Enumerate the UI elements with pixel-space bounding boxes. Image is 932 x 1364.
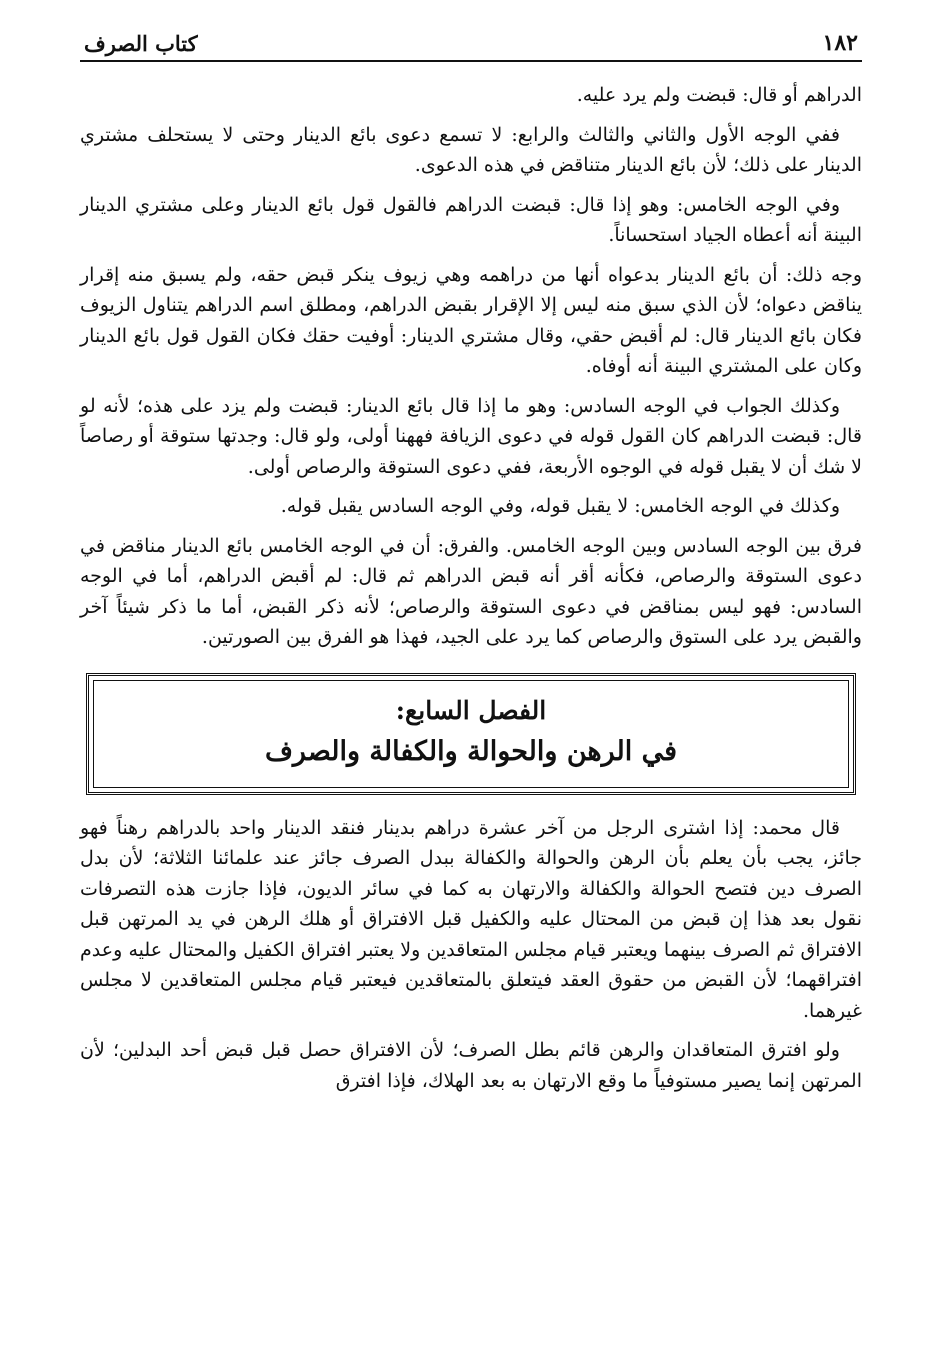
chapter-title: الفصل السابع:	[395, 695, 547, 725]
chapter-subtitle: في الرهن والحوالة والكفالة والصرف	[264, 735, 678, 767]
paragraph: وكذلك في الوجه الخامس: لا يقبل قوله، وفي الوجه السادس يقبل قوله.	[280, 495, 840, 517]
paragraph: الدراهم أو قال: قبضت ولم يرد عليه.	[576, 84, 862, 106]
paragraph: ففي الوجه الأول والثاني والثالث والرابع: لا تسمع دعوى بائع الدينار وحتى لا يستحلف مشتري الدينار على ذلك؛ لأن بائع الدينار متناقض في هذه الدعوى.	[80, 123, 862, 176]
page-number: ١٨٢	[822, 30, 858, 56]
running-header	[80, 22, 862, 62]
book-page	[80, 22, 862, 1105]
paragraph: وفي الوجه الخامس: وهو إذا قال: قبضت الدراهم فالقول قول بائع الدينار وعلى مشتري الدينار البينة أنه أعطاه الجياد استحساناً.	[80, 193, 862, 246]
chapter-heading-inner	[93, 680, 849, 788]
chapter-heading-frame	[86, 673, 856, 795]
paragraph: وكذلك الجواب في الوجه السادس: وهو ما إذا قال بائع الدينار: قبضت ولم يزد على هذه؛ لأنه لو قال: قبضت الدراهم كان القول قوله في دعوى الزيافة فههنا أولى، ولو قال: وجدتها ستوقة أو رصاصاً لا شك أن لا يقبل قوله في الوجوه الأربعة، ففي دعوى الستوقة والرصاص أولى.	[80, 394, 862, 478]
paragraph: قال محمد: إذا اشترى الرجل من آخر عشرة دراهم بدينار فنقد الدينار واحد بالدراهم رهناً فهو جائز، يجب بأن يعلم بأن الرهن والحوالة والكفالة ببدل الصرف جائز عند علمائنا الثلاثة؛ لأن بدل الصرف دين فتصح الحوالة والكفالة والارتهان به كما في سائر الديون، فإذا جازت هذه التصرفات نقول بعد هذا إن قبض من المحتال عليه والكفيل قبل الافتراق أو هلك الرهن في يد المرتهن قبل الافتراق ثم الصرف بينهما ويعتبر قيام مجلس المتعاقدين ولا يعتبر افتراق الكفيل والمحتال عليه وعدم افتراقهما؛ لأن القبض من حقوق العقد فيتعلق بالمتعاقدين فيعتبر قيام مجلس المتعاقدين لا مجلس غيرهما.	[80, 816, 862, 1022]
paragraph: وجه ذلك: أن بائع الدينار بدعواه أنها من دراهمه وهي زيوف ينكر قبض حقه، ولم يسبق منه إقرار يناقض دعواه؛ لأن الذي سبق منه ليس إلا الإقرار بقبض الدراهم، ومطلق اسم الدراهم يتناول الزيوف فكان بائع الدينار قال: لم أقبض حقي، وقال مشتري الدينار: أوفيت حقك فكان القول قول بائع الدينار وكان على المشتري البينة أنه أوفاه.	[80, 263, 862, 377]
book-title: كتاب الصرف	[84, 31, 198, 56]
paragraph: فرق بين الوجه السادس وبين الوجه الخامس. والفرق: أن في الوجه الخامس بائع الدينار مناقض في دعوى الستوقة والرصاص، فكأنه أقر أنه قبض الدراهم ثم قال: لم أقبض الدراهم، أما في الوجه السادس: فهو ليس بمناقض في دعوى الستوقة والرصاص؛ لأنه ذكر القبض، أما ما ذكر شيئاً آخر والقبض يرد على الستوق والرصاص كما يرد على الجيد، فهذا هو الفرق بين الصورتين.	[80, 534, 862, 648]
paragraph: ولو افترق المتعاقدان والرهن قائم بطل الصرف؛ لأن الافتراق حصل قبل قبض أحد البدلين؛ لأن المرتهن إنما يصير مستوفياً ما وقع الارتهان به بعد الهلاك، فإذا افترق	[80, 1039, 862, 1092]
body-text	[80, 80, 862, 1096]
